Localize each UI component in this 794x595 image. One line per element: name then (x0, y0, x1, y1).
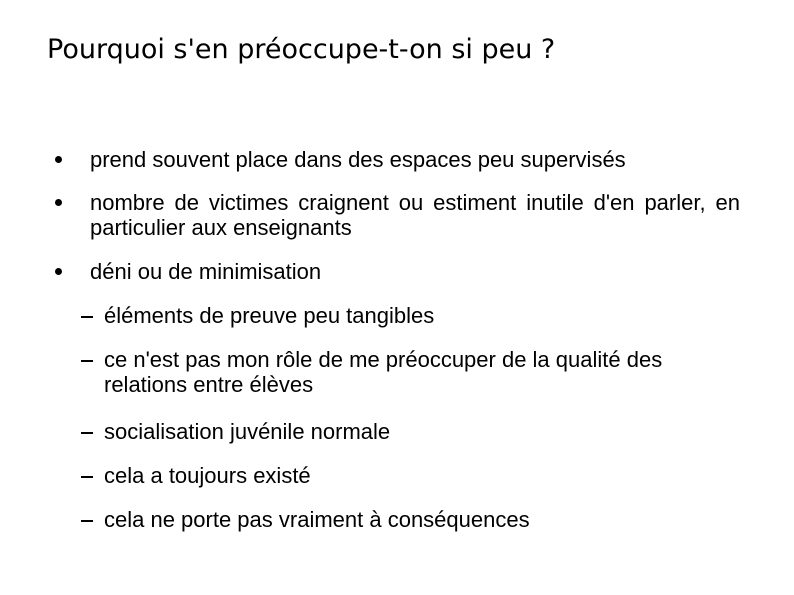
bullet-dot-icon (55, 268, 62, 275)
dash-icon (81, 316, 93, 318)
sub-item-text: socialisation juvénile normale (104, 419, 391, 444)
dash-icon (81, 432, 93, 434)
sub-item-text: ce n'est pas mon rôle de me préoccuper de la qualité des relations entre élèves (104, 347, 663, 397)
slide-title: Pourquoi s'en préoccupe-t-on si peu ? (47, 34, 556, 65)
dash-icon (81, 476, 93, 478)
sub-item-text: cela a toujours existé (104, 463, 311, 488)
sub-item-text: cela ne porte pas vraiment à conséquences (104, 507, 530, 532)
dash-icon (81, 360, 93, 362)
bullet-text: nombre de victimes craignent ou estiment inutile d'en parler, en particulier aux enseignants (90, 190, 740, 240)
dash-icon (81, 520, 93, 522)
bullet-dot-icon (55, 199, 62, 206)
bullet-text: prend souvent place dans des espaces peu supervisés (90, 147, 626, 172)
bullet-dot-icon (55, 156, 62, 163)
bullet-text: déni ou de minimisation (90, 259, 322, 284)
sub-item-text: éléments de preuve peu tangibles (104, 303, 435, 328)
